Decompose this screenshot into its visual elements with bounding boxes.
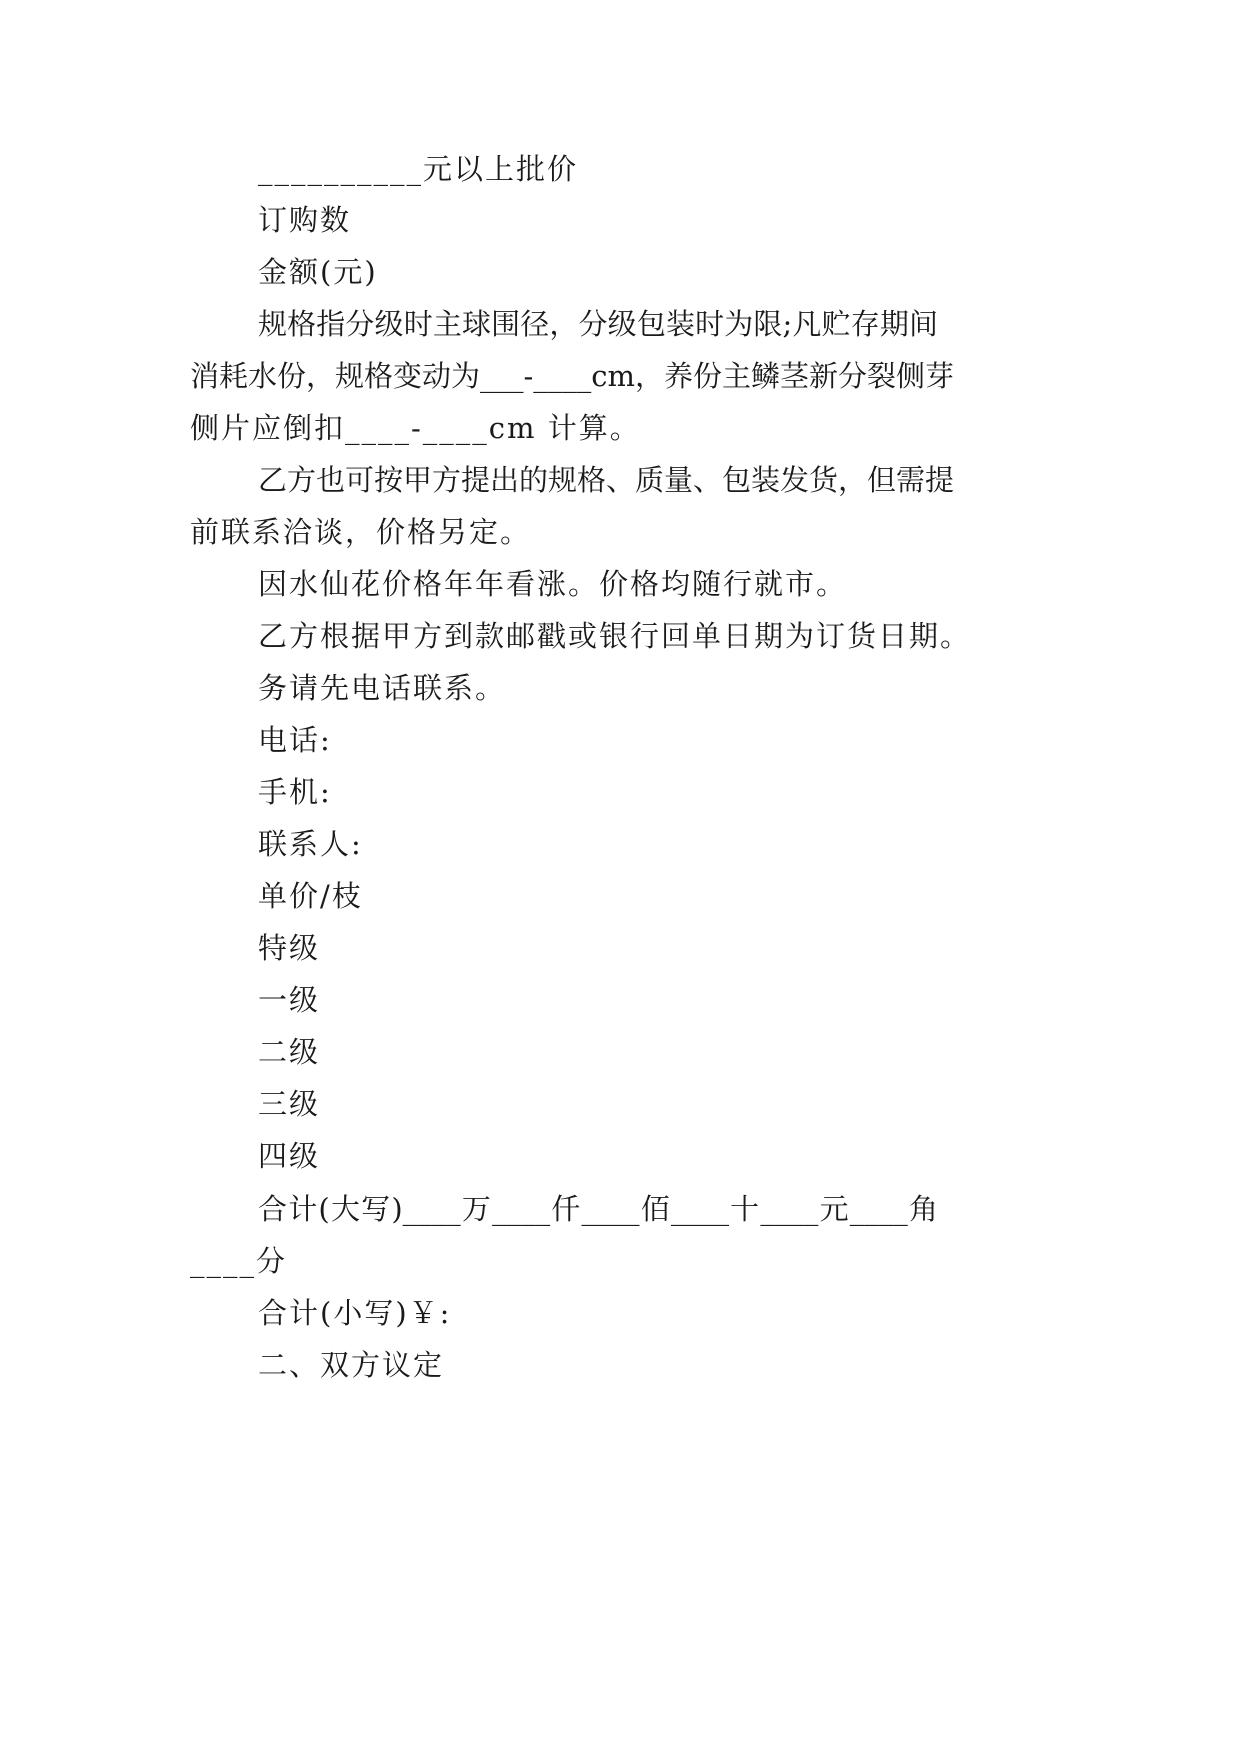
total-lowercase: 合计(小写)￥: (258, 1296, 452, 1330)
price-note: 因水仙花价格年年看涨。价格均随行就市。 (258, 567, 848, 601)
total-uppercase-line-1: 合计(大写)____万____仟____佰____十____元____角 (258, 1192, 938, 1226)
shipping-paragraph-line-2: 前联系洽谈，价格另定。 (190, 515, 532, 549)
unit-price-label: 单价/枝 (258, 879, 363, 913)
shipping-paragraph-line-1: 乙方也可按甲方提出的规格、质量、包装发货，但需提 (258, 463, 955, 497)
section-heading: 二、双方议定 (258, 1348, 445, 1382)
grade-three: 三级 (258, 1087, 321, 1121)
mobile-label: 手机: (258, 775, 332, 809)
grade-four: 四级 (258, 1139, 321, 1173)
order-date-note: 乙方根据甲方到款邮戳或银行回单日期为订货日期。 (258, 619, 972, 653)
contact-person-label: 联系人: (258, 827, 363, 861)
grade-two: 二级 (258, 1035, 321, 1069)
phone-label: 电话: (258, 723, 332, 757)
grade-special: 特级 (258, 931, 321, 965)
amount-label: 金额(元) (258, 255, 378, 289)
spec-paragraph-line-1: 规格指分级时主球围径，分级包装时为限;凡贮存期间 (258, 307, 938, 341)
total-uppercase-line-2: ____分 (190, 1244, 288, 1278)
order-quantity-label: 订购数 (258, 203, 352, 237)
spec-paragraph-line-3: 侧片应倒扣____-____cm 计算。 (190, 411, 641, 445)
grade-one: 一级 (258, 983, 321, 1017)
spec-paragraph-line-2: 消耗水份，规格变动为___-____cm，养份主鳞茎新分裂侧芽 (190, 359, 955, 393)
price-threshold-line: __________元以上批价 (258, 152, 579, 186)
contact-note: 务请先电话联系。 (258, 671, 507, 705)
